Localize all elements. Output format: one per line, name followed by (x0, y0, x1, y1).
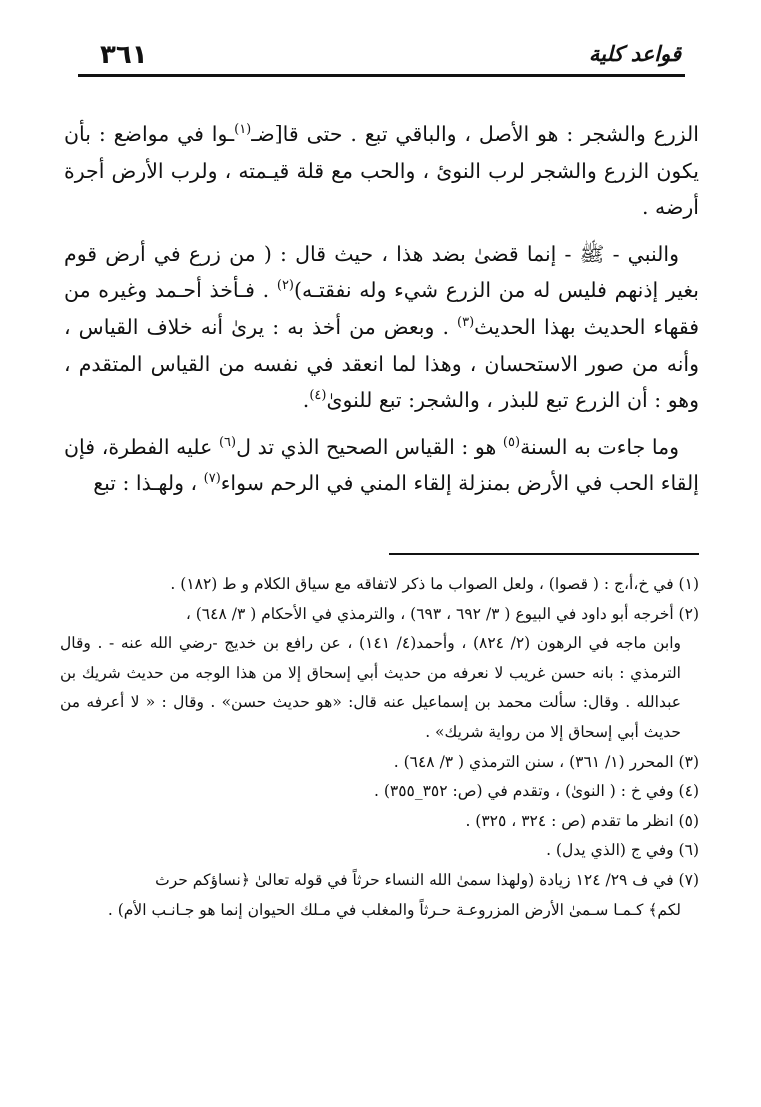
footnote-ref-1: (١) (234, 122, 252, 138)
page-header (78, 40, 685, 77)
footnote-2-line-1: (٢) أخرجه أبو داود في البيوع ( ٣/ ٦٩٢ ، ٦٩٣) ، والترمذي في الأحكام ( ٣/ ٦٤٨) ، (185, 604, 699, 623)
paragraph-1-part-b: ـوا في مواضع : بأن يكون الزرع والشجر لرب النوئ ، والحب مع قلة قيـمته ، ولرب الأرض أجرة أرضه . (64, 122, 699, 220)
paragraph-2 (64, 236, 699, 419)
footnote-ref-3: (٣) (457, 315, 475, 331)
footnote-7-line-1: (٧) في ف ٢٩/ ١٢٤ زيادة (ولهذا سمىٰ الله النساء حرثاً في قوله تعالىٰ ﴿نساؤكم حرث (155, 870, 699, 889)
footnote-separator (389, 553, 699, 555)
footnote-ref-2: (٢) (276, 278, 294, 294)
paragraph-2-part-c: . وبعض من أخذ به : يرىٰ أنه خلاف القياس ، وأنه من صور الاستحسان ، وهذا لما انعقد في نفسه من القياس المتقدم ، وهو : أن الزرع تبع للبذر ، والشجر: تبع للنوىٰ (64, 314, 699, 413)
paragraph-2-part-a: والنبي - ﷺ - إنما قضىٰ بضد هذا ، حيث قال : ( من زرع في أرض قوم بغير إذنهم فليس له من الزرع شيء وله نفقتـه) (64, 241, 699, 303)
paragraph-1-part-a: الزرع والشجر : هو الأصل ، والباقي تبع . حتى قا[ضـ (251, 122, 699, 146)
footnote-7-continuation: لكم﴾ كـمـا سـمىٰ الأرض المزروعـة حـرثاً والمغلب في مـلك الحيوان إنما هو جـانـب الأم) . (107, 900, 681, 919)
main-text (64, 116, 699, 512)
footnotes (60, 570, 699, 925)
running-title: قواعد كلية (588, 42, 681, 66)
footnote-6: (٦) وفي ج (الذي يدل) . (546, 841, 699, 860)
paragraph-3 (64, 429, 699, 502)
paragraph-3-part-a: وما جاءت به السنة (520, 434, 679, 459)
paragraph-2-part-b: . فـأخذ أحـمد وغيره من فقهاء الحديث بهذا الحديث (64, 278, 699, 339)
paragraph-3-part-c: عليه الفطرة، فإن إلقاء الحب في الأرض بمنزلة إلقاء المني في الرحم سواء (64, 434, 699, 496)
footnote-ref-5: (٥) (502, 434, 521, 450)
footnote-ref-4: (٤) (309, 388, 327, 404)
page-number: ٣٦١ (100, 40, 148, 70)
footnote-2 (60, 600, 699, 748)
footnote-2-continuation: وابن ماجه في الرهون (٢/ ٨٢٤) ، وأحمد(٤/ ١٤١) ، عن رافع بن خديج -رضي الله عنه - . وقال الترمذي : بانه حسن غريب لا نعرفه من حديث أبي إسحاق إلا من هذا الوجه من حديث شريك بن عبدالله . وقال: سألت محمد بن إسماعيل عنه قال: «هو حديث حسن» . وقال : « لا أعرفه من حديث أبي إسحاق إلا من رواية شريك» . (60, 634, 681, 741)
footnote-4: (٤) وفي خ : ( النوىٰ) ، وتقدم في (ص: ٣٥٢_٣٥٥) . (373, 782, 699, 801)
paragraph-1 (64, 116, 699, 226)
footnote-ref-7: (٧) (203, 471, 221, 487)
footnote-3: (٣) المحرر (١/ ٣٦١) ، سنن الترمذي ( ٣/ ٦٤٨) . (393, 752, 699, 771)
footnote-1: (١) في خ،أ،ج : ( قصوا) ، ولعل الصواب ما ذكر لاتفاقه مع سياق الكلام و ط (١٨٢) . (170, 575, 699, 593)
footnote-ref-6: (٦) (218, 434, 237, 450)
footnote-5: (٥) انظر ما تقدم (ص : ٣٢٤ ، ٣٢٥) . (465, 811, 699, 830)
footnote-7 (60, 866, 699, 925)
paragraph-2-part-d: . (302, 388, 310, 413)
paragraph-3-part-b: هو : القياس الصحيح الذي تد ل (236, 434, 503, 459)
paragraph-3-part-d: ، ولهـذا : تبع (93, 471, 204, 496)
